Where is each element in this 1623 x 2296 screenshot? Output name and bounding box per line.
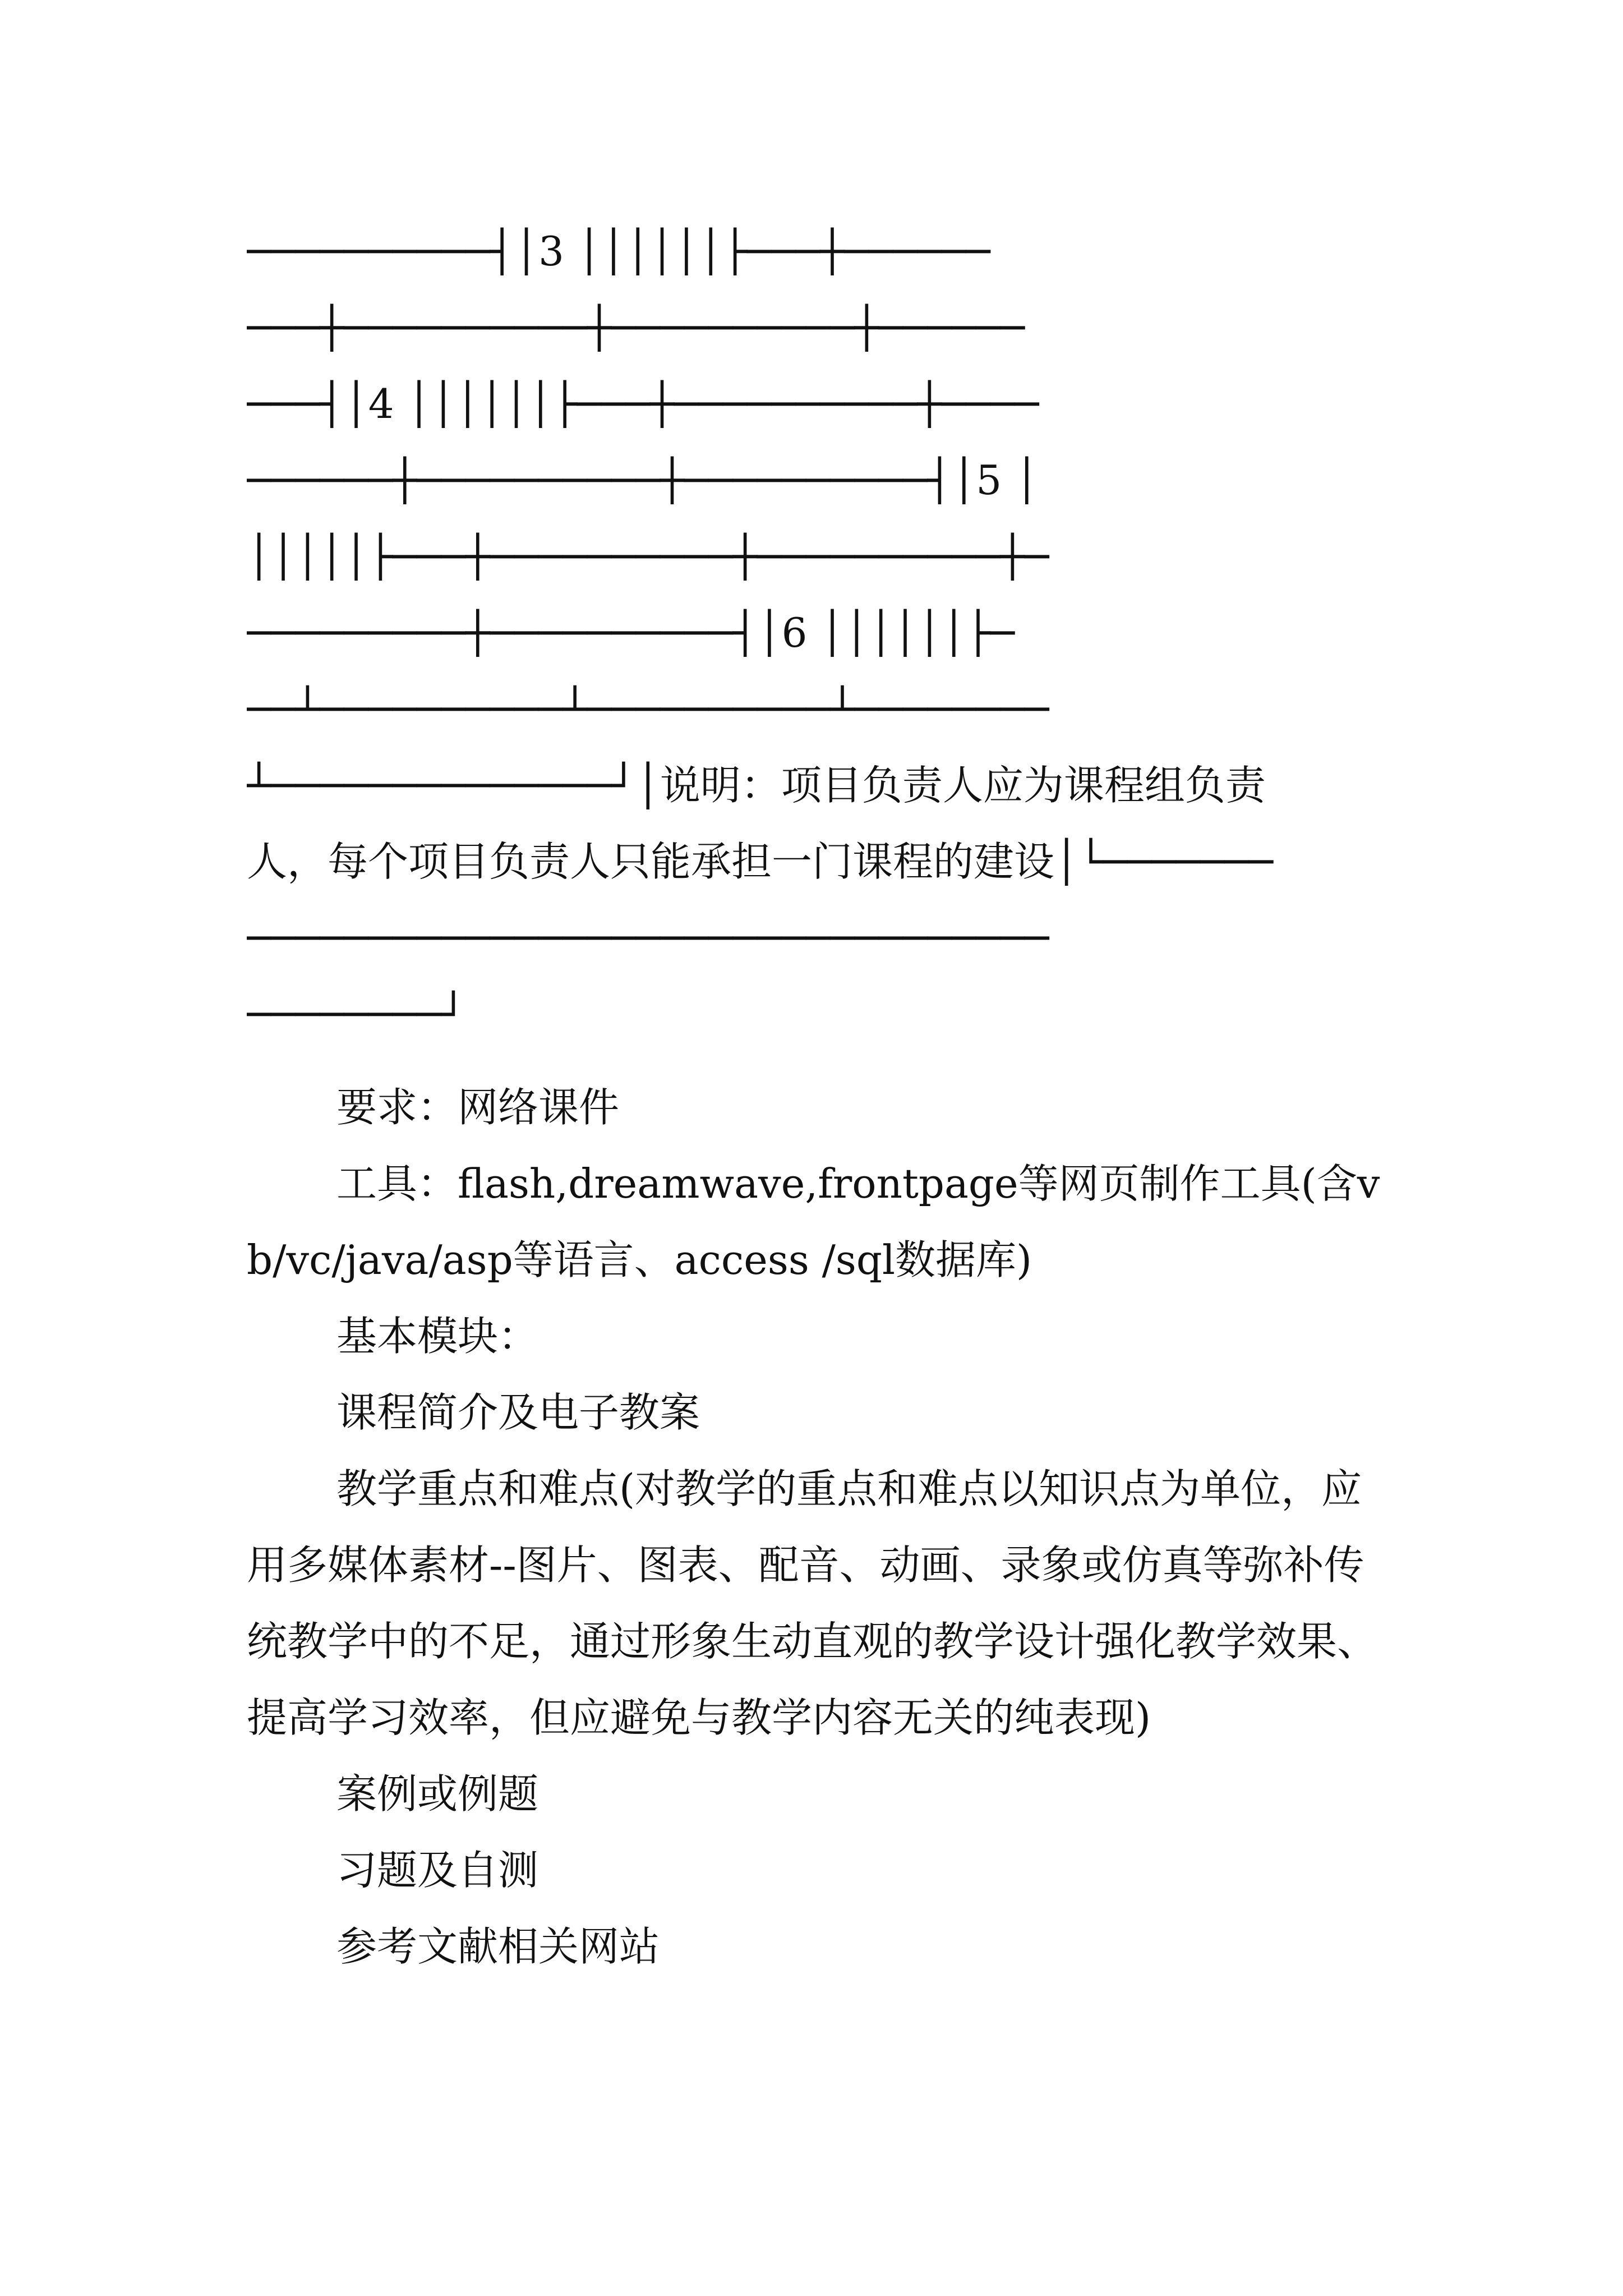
module-item: 案例或例题 [336, 1770, 539, 1818]
table-line: │││││├───┼──────────┼──────────┼─ [247, 533, 1049, 580]
table-line: ──┴──────────┴──────────┴──────── [247, 685, 1049, 733]
table-line: ───────────────────────────────── [247, 914, 1049, 961]
table-line: ┴──────────────┘│说明：项目负责人应为课程组负责 [247, 762, 1266, 809]
table-fragment [247, 213, 1391, 1052]
module-item: 课程简介及电子教案 [336, 1389, 700, 1436]
module-item: 教学重点和难点(对教学的重点和难点以知识点为单位，应用多媒体素材--图片、图表、配音、动画、录象或仿真等弥补传统教学中的不足，通过形象生动直观的教学设计强化教学效果、提高学习效率，但应避免与教学内容无关的纯表现) [247, 1465, 1378, 1741]
module-item: 习题及自测 [336, 1847, 539, 1894]
table-line: ────────┘ [247, 991, 466, 1038]
table-line: 人，每个项目负责人只能承担一门课程的建设│└─────── [247, 838, 1274, 885]
body-paragraphs [247, 1069, 1391, 1985]
module-item: 参考文献相关网站 [336, 1923, 660, 1970]
document-content [247, 213, 1391, 1985]
modules-title: 基本模块： [336, 1313, 539, 1360]
table-line: ──────────┤│3 ││││││├───┼────── [247, 228, 990, 275]
requirement-paragraph: 要求：网络课件 [336, 1084, 620, 1131]
table-line: ──────┼──────────┼──────────┤│5 │ [247, 457, 1039, 504]
table-line: ─────────┼──────────┤│6 ││││││├─ [247, 609, 1015, 656]
tools-paragraph: 工具：flash,dreamwave,frontpage等网页制作工具(含vb/vc/java/asp等语言、access /sql数据库) [247, 1160, 1380, 1283]
table-line: ───┼──────────┼──────────┼────── [247, 304, 1025, 351]
table-line: ───┤│4 ││││││├───┼──────────┼──── [247, 380, 1039, 427]
